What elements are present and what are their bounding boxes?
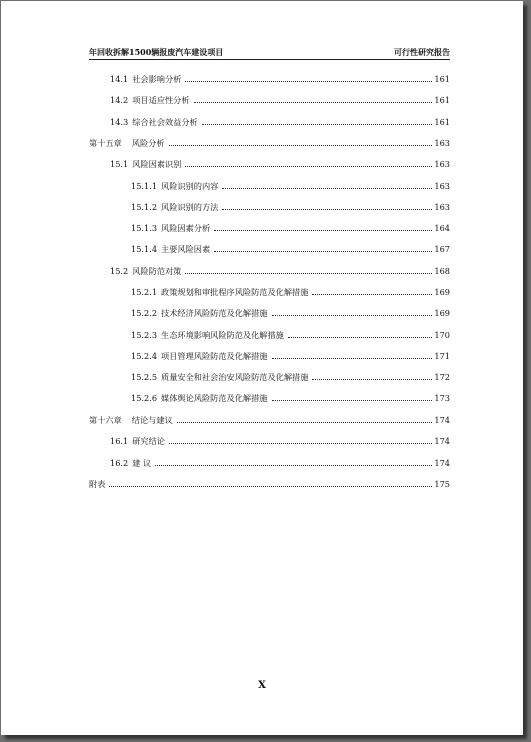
toc-entry-title: 风险识别的方法 xyxy=(161,202,219,212)
dot-leader xyxy=(155,465,432,466)
toc-entry-number: 15.2.1 xyxy=(131,287,158,297)
toc-entry[interactable] xyxy=(89,348,450,362)
dot-leader xyxy=(185,166,432,167)
toc-entry-page: 163 xyxy=(434,159,450,169)
toc-entry-page: 174 xyxy=(434,436,450,446)
toc-entry-title: 研究结论 xyxy=(132,436,165,446)
toc-entry[interactable] xyxy=(89,284,450,298)
toc-entry[interactable] xyxy=(89,327,450,341)
toc-entry-number: 15.1.1 xyxy=(131,181,158,191)
dot-leader xyxy=(177,422,433,423)
toc-entry-number: 15.2.6 xyxy=(131,393,158,403)
toc-entry-page: 174 xyxy=(434,458,450,468)
dot-leader xyxy=(272,400,433,401)
toc-entry-number: 15.2.5 xyxy=(131,372,158,382)
toc-entry-title: 结论与建议 xyxy=(131,415,173,425)
toc-entry-page: 171 xyxy=(434,351,450,361)
toc-entry[interactable] xyxy=(89,114,450,128)
toc-entry-page: 175 xyxy=(434,479,450,489)
dot-leader xyxy=(169,443,432,444)
toc-entry-title: 项目适应性分析 xyxy=(132,95,190,105)
toc-entry[interactable] xyxy=(89,412,450,426)
toc-entry-number: 14.1 xyxy=(110,74,129,84)
toc-entry-page: 168 xyxy=(434,266,450,276)
dot-leader xyxy=(272,358,433,359)
toc-entry[interactable] xyxy=(89,199,450,213)
dot-leader xyxy=(185,273,432,274)
dot-leader xyxy=(312,294,432,295)
toc-entry[interactable] xyxy=(89,305,450,319)
toc-entry-title: 政策规划和审批程序风险防范及化解措施 xyxy=(161,287,309,297)
toc-entry-title: 风险防范对策 xyxy=(132,266,182,276)
toc-entry-number: 16.2 xyxy=(110,458,129,468)
toc-entry-number: 14.3 xyxy=(110,117,129,127)
toc-entry[interactable] xyxy=(89,241,450,255)
page-header xyxy=(89,45,450,60)
toc-entry-page: 169 xyxy=(434,308,450,318)
toc-entry-title: 风险因素识别 xyxy=(132,159,182,169)
dot-leader xyxy=(214,251,432,252)
dot-leader xyxy=(222,188,432,189)
toc-entry[interactable] xyxy=(89,92,450,106)
toc-entry-title: 主要风险因素 xyxy=(161,244,211,254)
toc-entry-number: 第十五章 xyxy=(89,138,122,148)
toc-entry[interactable] xyxy=(89,156,450,170)
toc-entry-title: 风险分析 xyxy=(131,138,165,148)
dot-leader xyxy=(109,486,432,487)
toc-entry-title: 综合社会效益分析 xyxy=(132,117,198,127)
toc-entry[interactable] xyxy=(89,455,450,469)
toc-entry-page: 163 xyxy=(434,138,450,148)
toc-entry-number: 第十六章 xyxy=(89,415,122,425)
toc-entry-title: 生态环境影响风险防范及化解措施 xyxy=(161,330,284,340)
toc-entry-number: 15.1.4 xyxy=(131,244,158,254)
toc-entry-title: 风险因素分析 xyxy=(161,223,211,233)
toc-entry-number: 15.1.2 xyxy=(131,202,158,212)
dot-leader xyxy=(202,124,433,125)
toc-entry[interactable] xyxy=(89,369,450,383)
toc-entry-title: 技术经济风险防范及化解措施 xyxy=(161,308,268,318)
report-type: 可行性研究报告 xyxy=(394,47,450,57)
dot-leader xyxy=(272,315,433,316)
toc-entry-title: 质量安全和社会治安风险防范及化解措施 xyxy=(161,372,309,382)
toc-entry[interactable] xyxy=(89,71,450,85)
toc-entry-title: 社会影响分析 xyxy=(132,74,182,84)
toc-entry-number: 15.2.4 xyxy=(131,351,158,361)
toc-entry[interactable] xyxy=(89,135,450,149)
toc-entry[interactable] xyxy=(89,178,450,192)
toc-entry-number: 16.1 xyxy=(110,436,129,446)
toc-entry-number: 15.2 xyxy=(110,266,129,276)
toc-entry[interactable] xyxy=(89,390,450,404)
toc-entry-title: 风险识别的内容 xyxy=(161,181,219,191)
dot-leader xyxy=(185,81,432,82)
toc-entry-page: 172 xyxy=(434,372,450,382)
toc-entry-page: 161 xyxy=(434,95,450,105)
dot-leader xyxy=(214,230,432,231)
toc-entry-title: 媒体舆论风险防范及化解措施 xyxy=(161,393,268,403)
dot-leader xyxy=(194,102,433,103)
toc-entry-title: 项目管理风险防范及化解措施 xyxy=(161,351,268,361)
toc-entry[interactable] xyxy=(89,220,450,234)
toc-entry-page: 167 xyxy=(434,244,450,254)
toc-entry-title: 建 议 xyxy=(132,458,152,468)
document-page xyxy=(1,1,523,735)
toc-entry-page: 173 xyxy=(434,393,450,403)
toc-entry[interactable] xyxy=(89,263,450,277)
dot-leader xyxy=(312,379,432,380)
toc-entry-number: 15.2.2 xyxy=(131,308,158,318)
toc-entry[interactable] xyxy=(89,433,450,447)
toc-entry-page: 170 xyxy=(434,330,450,340)
toc-entry-page: 164 xyxy=(434,223,450,233)
page-number: X xyxy=(258,680,266,691)
toc-entry-number: 14.2 xyxy=(110,95,129,105)
toc-entry-page: 163 xyxy=(434,181,450,191)
toc-entry-page: 163 xyxy=(434,202,450,212)
toc-entry-title: 附表 xyxy=(89,479,106,489)
toc-entry-page: 161 xyxy=(434,117,450,127)
dot-leader xyxy=(222,209,432,210)
toc-entry-number: 15.1.3 xyxy=(131,223,158,233)
toc-entry-page: 169 xyxy=(434,287,450,297)
toc-entry-page: 174 xyxy=(434,415,450,425)
dot-leader xyxy=(169,145,433,146)
dot-leader xyxy=(288,337,432,338)
toc-entry-number: 15.2.3 xyxy=(131,330,158,340)
toc-entry-number: 15.1 xyxy=(110,159,129,169)
toc-entry[interactable] xyxy=(89,476,450,490)
project-title: 年回收拆解1500辆报废汽车建设项目 xyxy=(89,47,224,57)
toc-entry-page: 161 xyxy=(434,74,450,84)
